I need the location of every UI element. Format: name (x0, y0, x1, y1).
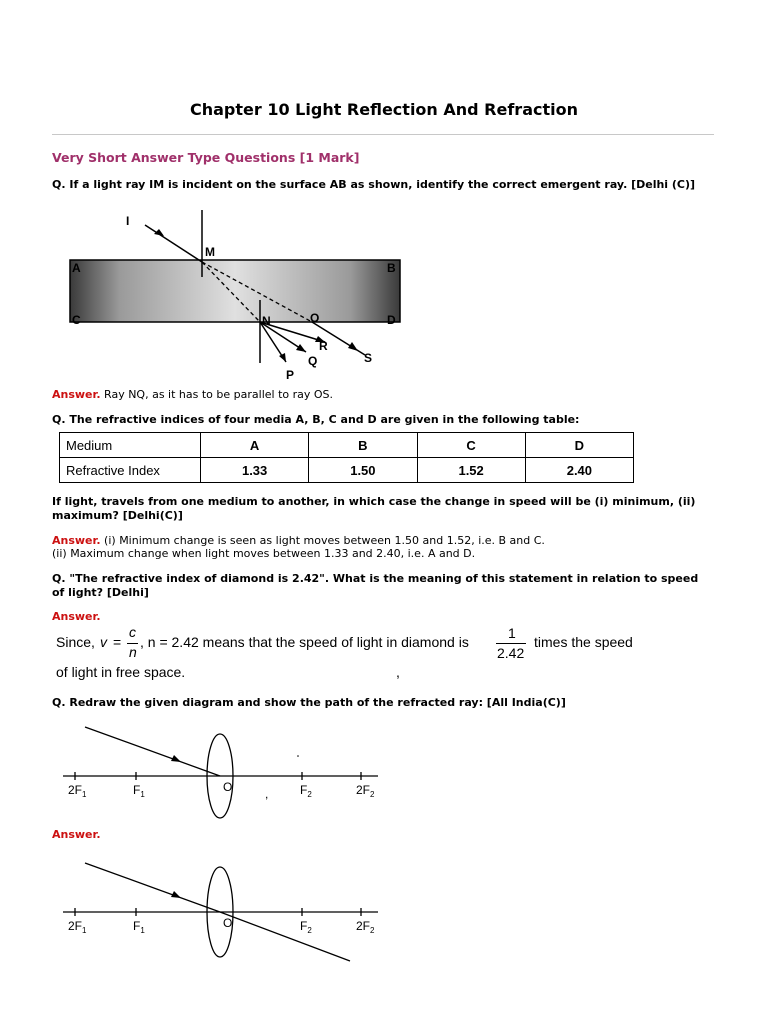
incident-ray (85, 727, 220, 776)
label-comma: , (265, 787, 269, 801)
answer-3-label: Answer. (52, 610, 101, 623)
row-header-index: Refractive Index (60, 458, 201, 483)
label-2f1: $2F_1$ (68, 919, 87, 935)
question-2: Q. The refractive indices of four media A, B, C and D are given in the following table: (52, 413, 580, 426)
answer-text: Ray NQ, as it has to be parallel to ray OS. (100, 388, 334, 401)
label-s: S (364, 351, 373, 365)
label-f2: $F_2$ (300, 783, 312, 799)
medium-cell: B (309, 433, 417, 458)
fraction-bar (496, 643, 526, 644)
medium-cell: A (201, 433, 309, 458)
index-cell: 1.52 (417, 458, 525, 483)
arrow-s (348, 342, 358, 351)
glass-slab-diagram (60, 205, 396, 385)
index-cell: 2.40 (525, 458, 633, 483)
answer-label: Answer. (52, 388, 101, 401)
arrow-p (279, 353, 286, 362)
label-p: P (286, 368, 295, 382)
label-i: I (126, 214, 130, 228)
table-row (60, 433, 634, 458)
label-f1: $F_1$ (133, 783, 145, 799)
refracted-ray (220, 912, 350, 961)
formula-since: Since, (56, 634, 95, 650)
label-2f1: $2F_1$ (68, 783, 87, 799)
section-heading: Very Short Answer Type Questions [1 Mark] (52, 150, 360, 165)
lens-diagram-question (60, 720, 390, 825)
answer-label: Answer. (52, 534, 101, 547)
arrow-q (296, 344, 306, 352)
ray-arrow (171, 891, 181, 898)
label-m: M (205, 245, 215, 259)
page-title: Chapter 10 Light Reflection And Refraction (190, 100, 578, 119)
label-o: O (310, 311, 320, 325)
formula-one: 1 (508, 625, 516, 641)
formula-n: n (129, 644, 137, 660)
question-3: Q. "The refractive index of diamond is 2.42". What is the meaning of this statement in relation to speed of light? [Delhi] (52, 572, 699, 599)
diamond-formula (56, 624, 696, 684)
formula-v: v (100, 634, 107, 650)
label-n: N (262, 314, 271, 328)
question-1: Q. If a light ray IM is incident on the surface AB as shown, identify the correct emergent ray. [Delhi (C)] (52, 178, 696, 191)
question-4: Q. Redraw the given diagram and show the path of the refracted ray: [All India(C)] (52, 696, 566, 709)
formula-den: 2.42 (497, 645, 525, 661)
incident-ray (85, 863, 220, 912)
row-header-medium: Medium (60, 433, 201, 458)
index-cell: 1.33 (201, 458, 309, 483)
formula-mark: , (396, 664, 400, 680)
label-o: O (223, 780, 233, 794)
label-c: C (72, 313, 81, 327)
label-d: D (387, 313, 396, 327)
answer-1 (52, 388, 712, 401)
answer-4-label: Answer. (52, 828, 101, 841)
label-f2: $F_2$ (300, 919, 312, 935)
refractive-index-table (59, 432, 634, 483)
label-o: O (223, 916, 233, 930)
ray-arrow (171, 755, 181, 762)
medium-cell: C (417, 433, 525, 458)
answer-line-2: (ii) Maximum change when light moves between 1.33 and 2.40, i.e. A and D. (52, 547, 476, 560)
index-cell: 1.50 (309, 458, 417, 483)
label-2f2: $2F_2$ (356, 919, 375, 935)
incident-arrow (154, 229, 164, 236)
label-2f2: $2F_2$ (356, 783, 375, 799)
formula-eq: = (113, 634, 122, 650)
answer-2 (52, 534, 712, 560)
lens-diagram-answer (60, 855, 390, 967)
label-f1: $F_1$ (133, 919, 145, 935)
formula-line2: of light in free space. (56, 664, 186, 680)
label-q: Q (308, 354, 318, 368)
glass-slab (70, 260, 400, 322)
incident-ray (145, 225, 202, 262)
medium-cell: D (525, 433, 633, 458)
label-b: B (387, 261, 396, 275)
label-r: R (319, 339, 328, 353)
formula-end: times the speed (534, 634, 633, 650)
formula-c: c (129, 624, 136, 640)
table-row (60, 458, 634, 483)
title-divider (52, 134, 714, 135)
label-a: A (72, 261, 81, 275)
question-2-followup: If light, travels from one medium to another, in which case the change in speed will be (i) minimum, (ii) maximum? [Delhi(C)] (52, 495, 696, 522)
formula-middle: , n = 2.42 means that the speed of light in diamond is (140, 634, 469, 650)
answer-line-1: (i) Minimum change is seen as light moves between 1.50 and 1.52, i.e. B and C. (100, 534, 545, 547)
